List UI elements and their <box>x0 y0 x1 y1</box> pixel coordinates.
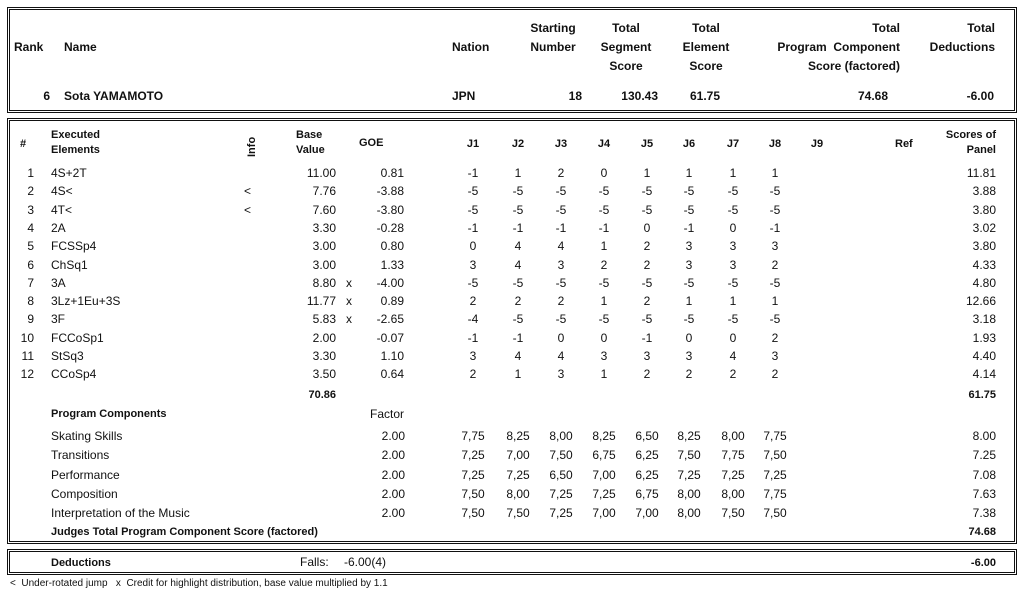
judge-mark-j4: 6,75 <box>592 448 616 463</box>
deductions-total: -6.00 <box>970 557 996 569</box>
skater-nation: JPN <box>452 89 476 103</box>
judge-mark-j3: 8,00 <box>549 429 573 443</box>
base-value-header <box>296 128 325 158</box>
judge-goe-j5: 2 <box>643 294 651 309</box>
judge-mark-j2: 7,25 <box>506 467 530 482</box>
component-name: Composition <box>51 486 118 501</box>
element-code: ChSq1 <box>51 257 88 272</box>
element-number: 12 <box>20 367 34 382</box>
judge-goe-j3: 3 <box>557 257 565 272</box>
component-name: Skating Skills <box>51 429 123 443</box>
judge-header-j8: J8 <box>768 138 782 150</box>
judge-mark-j2: 8,00 <box>506 486 530 501</box>
judge-goe-j2: -1 <box>512 330 524 345</box>
judge-goe-j3: 4 <box>557 239 565 254</box>
header-line: Element <box>682 40 730 54</box>
total-deductions-header <box>915 19 995 57</box>
component-panel-score: 8.00 <box>972 429 996 443</box>
element-base-value: 3.00 <box>312 257 336 272</box>
judge-mark-j8: 7,25 <box>763 467 787 482</box>
judge-goe-j3: -5 <box>555 202 567 217</box>
judge-goe-j4: 1 <box>600 367 608 382</box>
judge-goe-j8: 2 <box>771 257 779 272</box>
judge-mark-j2: 7,00 <box>506 448 530 463</box>
judge-mark-j6: 8,00 <box>677 506 701 521</box>
element-goe: 0.80 <box>380 239 404 254</box>
total-element-score-header <box>670 19 742 76</box>
judges-total-pcs-label: Judges Total Program Component Score (factored) <box>51 526 318 538</box>
judge-goe-j8: 2 <box>771 330 779 345</box>
judge-goe-j6: 3 <box>685 239 693 254</box>
header-line: Score <box>689 59 723 73</box>
element-bonus-mark: x <box>346 312 352 327</box>
element-code: CCoSp4 <box>51 367 97 382</box>
element-base-value: 3.30 <box>312 349 336 363</box>
judge-goe-j3: 0 <box>557 330 565 345</box>
element-code: FCCoSp1 <box>51 330 104 345</box>
footnote: < Under-rotated jump x Credit for highlight distribution, base value multiplied by 1.1 <box>10 578 388 589</box>
judge-goe-j8: -5 <box>769 202 781 217</box>
judge-goe-j2: -1 <box>512 220 524 235</box>
judge-goe-j7: -5 <box>727 184 739 199</box>
element-panel-score: 4.40 <box>972 349 996 363</box>
judge-goe-j1: 0 <box>469 239 477 254</box>
header-line: Total <box>967 21 995 35</box>
element-panel-score: 11.81 <box>966 166 996 180</box>
element-code: 4S+2T <box>51 166 87 180</box>
header-line: Starting <box>530 21 576 35</box>
judge-goe-j3: 4 <box>557 349 565 363</box>
judge-goe-j4: -5 <box>598 275 610 290</box>
element-code: 3Lz+1Eu+3S <box>51 294 121 309</box>
judge-goe-j4: 0 <box>600 166 608 180</box>
judge-mark-j7: 8,00 <box>721 486 745 501</box>
judge-goe-j2: 4 <box>514 349 522 363</box>
total-segment-score: 130.43 <box>621 89 658 103</box>
judge-goe-j5: 3 <box>643 349 651 363</box>
judge-mark-j1: 7,50 <box>461 486 485 501</box>
judge-mark-j7: 7,25 <box>721 467 745 482</box>
judge-header-j4: J4 <box>597 138 611 150</box>
element-panel-score: 3.88 <box>972 184 996 199</box>
judge-goe-j6: 0 <box>685 330 693 345</box>
judge-goe-j4: -1 <box>598 220 610 235</box>
element-goe: 0.64 <box>380 367 404 382</box>
element-panel-score: 3.80 <box>972 239 996 254</box>
judge-goe-j5: -5 <box>641 184 653 199</box>
judge-goe-j6: -5 <box>683 184 695 199</box>
judge-goe-j1: -4 <box>467 312 479 327</box>
element-goe: -3.80 <box>376 202 404 217</box>
element-base-value: 5.83 <box>312 312 336 327</box>
judge-mark-j7: 7,75 <box>721 448 745 463</box>
element-number: 11 <box>21 349 34 363</box>
header-line: Segment <box>600 40 652 54</box>
nation-header: Nation <box>452 40 490 54</box>
judge-goe-j2: -5 <box>512 312 524 327</box>
judge-goe-j7: 1 <box>729 294 737 309</box>
component-name: Interpretation of the Music <box>51 506 190 521</box>
judge-goe-j7: 0 <box>729 330 737 345</box>
component-name: Transitions <box>51 448 110 463</box>
element-number: 2 <box>27 184 34 199</box>
judge-goe-j7: 4 <box>729 349 737 363</box>
judge-mark-j2: 8,25 <box>506 429 530 443</box>
header-line: Value <box>296 144 325 156</box>
header-line: Scores of <box>945 129 996 141</box>
element-info: < <box>244 202 252 217</box>
element-base-value: 3.00 <box>312 239 336 254</box>
component-panel-score: 7.38 <box>972 506 996 521</box>
judge-header-j2: J2 <box>511 138 525 150</box>
judge-goe-j6: 3 <box>685 257 693 272</box>
total-pcs: 74.68 <box>857 89 888 103</box>
judge-goe-j6: 2 <box>685 367 693 382</box>
element-base-value: 7.76 <box>312 184 336 199</box>
element-goe: -0.28 <box>376 220 404 235</box>
element-number: 1 <box>27 166 34 180</box>
judge-mark-j8: 7,50 <box>763 448 787 463</box>
element-number: 10 <box>20 330 34 345</box>
judge-goe-j3: 3 <box>557 367 565 382</box>
info-header: Info <box>246 136 258 157</box>
component-factor: 2.00 <box>381 506 405 521</box>
judge-goe-j4: 2 <box>600 257 608 272</box>
total-deductions: -6.00 <box>966 89 994 103</box>
judge-mark-j1: 7,50 <box>461 506 485 521</box>
judge-goe-j3: -5 <box>555 275 567 290</box>
judge-mark-j6: 8,00 <box>677 486 701 501</box>
judge-goe-j6: -5 <box>683 275 695 290</box>
component-name: Performance <box>51 467 120 482</box>
component-panel-score: 7.63 <box>972 486 996 501</box>
total-segment-score-header <box>590 19 662 76</box>
element-goe: -0.07 <box>376 330 404 345</box>
element-panel-score: 3.18 <box>972 312 996 327</box>
element-base-value: 3.30 <box>312 220 336 235</box>
component-factor: 2.00 <box>381 486 405 501</box>
element-bonus-mark: x <box>346 294 352 309</box>
judge-goe-j7: 3 <box>729 257 737 272</box>
element-base-value: 11.77 <box>306 294 336 309</box>
element-info: < <box>244 184 252 199</box>
element-code: 4T< <box>51 202 73 217</box>
element-goe: 0.89 <box>380 294 404 309</box>
judge-header-j6: J6 <box>682 138 696 150</box>
judge-goe-j6: 3 <box>685 349 693 363</box>
element-number: 3 <box>27 202 34 217</box>
judge-goe-j1: -1 <box>467 220 479 235</box>
judge-goe-j4: 1 <box>600 239 608 254</box>
judge-goe-j5: -5 <box>641 202 653 217</box>
element-goe: -4.00 <box>376 275 404 290</box>
judge-goe-j8: 1 <box>771 294 779 309</box>
element-goe: -2.65 <box>376 312 404 327</box>
element-panel-score: 3.02 <box>972 220 996 235</box>
header-line: Deductions <box>929 40 995 54</box>
element-base-value: 11.00 <box>306 166 336 180</box>
judge-mark-j4: 7,00 <box>592 467 616 482</box>
judges-total-pcs: 74.68 <box>968 526 996 538</box>
judge-goe-j7: 2 <box>729 367 737 382</box>
judge-header-j9: J9 <box>810 138 824 150</box>
judge-goe-j1: -1 <box>467 166 479 180</box>
element-goe: 0.81 <box>380 166 404 180</box>
judge-goe-j4: -5 <box>598 312 610 327</box>
judge-goe-j8: 3 <box>771 349 779 363</box>
element-code: 2A <box>51 220 66 235</box>
judge-mark-j2: 7,50 <box>506 506 530 521</box>
judge-mark-j6: 7,25 <box>677 467 701 482</box>
judge-goe-j4: -5 <box>598 184 610 199</box>
judge-goe-j2: -5 <box>512 184 524 199</box>
judge-goe-j4: 0 <box>600 330 608 345</box>
judge-goe-j2: 4 <box>514 239 522 254</box>
judge-mark-j4: 7,00 <box>592 506 616 521</box>
element-panel-score: 4.80 <box>972 275 996 290</box>
header-line: Total <box>692 21 720 35</box>
total-element-score: 61.75 <box>689 89 720 103</box>
judge-goe-j6: 1 <box>685 166 693 180</box>
skater-name: Sota YAMAMOTO <box>64 89 164 103</box>
judge-mark-j7: 8,00 <box>721 429 745 443</box>
judge-goe-j5: -5 <box>641 312 653 327</box>
judge-goe-j7: -5 <box>727 202 739 217</box>
judge-goe-j1: -5 <box>467 202 479 217</box>
ref-header: Ref <box>895 138 913 150</box>
header-line: Base <box>296 129 323 141</box>
element-base-value: 8.80 <box>312 275 336 290</box>
judge-goe-j8: 1 <box>771 166 779 180</box>
judge-goe-j8: -5 <box>769 184 781 199</box>
element-code: 3A <box>51 275 66 290</box>
judge-goe-j3: -1 <box>555 220 567 235</box>
element-number: 7 <box>27 275 34 290</box>
name-header: Name <box>64 40 97 54</box>
element-panel-score: 12.66 <box>965 294 996 309</box>
header-line: Executed <box>51 129 100 141</box>
judge-goe-j5: 2 <box>643 239 651 254</box>
header-line: Total <box>872 21 900 35</box>
element-number: 8 <box>27 294 34 309</box>
scores-of-panel-header <box>926 128 996 158</box>
judge-mark-j8: 7,75 <box>763 429 787 443</box>
element-panel-score: 3.80 <box>972 202 996 217</box>
component-factor: 2.00 <box>381 448 405 463</box>
element-base-value: 2.00 <box>312 330 336 345</box>
judge-goe-j8: 3 <box>771 239 779 254</box>
judge-goe-j5: 2 <box>643 367 651 382</box>
judge-mark-j5: 7,00 <box>635 506 659 521</box>
judge-goe-j7: -5 <box>727 275 739 290</box>
judge-mark-j4: 8,25 <box>592 429 616 443</box>
judge-goe-j6: -1 <box>683 220 695 235</box>
element-panel-score: 4.33 <box>972 257 996 272</box>
deductions-box <box>7 549 1017 575</box>
element-number: 4 <box>27 220 34 235</box>
element-goe: 1.33 <box>380 257 404 272</box>
header-line: Elements <box>51 144 100 156</box>
judge-goe-j8: -1 <box>769 220 781 235</box>
judge-goe-j8: -5 <box>769 275 781 290</box>
rank-header: Rank <box>14 40 44 54</box>
element-base-value: 3.50 <box>312 367 336 382</box>
element-goe: 1.10 <box>380 349 404 363</box>
judge-mark-j5: 6,25 <box>635 448 659 463</box>
judge-goe-j6: -5 <box>683 202 695 217</box>
judge-mark-j5: 6,50 <box>635 429 659 443</box>
judge-goe-j4: -5 <box>598 202 610 217</box>
judge-goe-j6: 1 <box>685 294 693 309</box>
component-panel-score: 7.25 <box>972 448 996 463</box>
element-number: 9 <box>27 312 34 327</box>
judge-goe-j5: 2 <box>643 257 651 272</box>
judge-header-j5: J5 <box>640 138 654 150</box>
goe-header: GOE <box>359 137 384 149</box>
header-line: Program Component <box>777 40 900 54</box>
judge-goe-j7: -5 <box>727 312 739 327</box>
judge-goe-j8: -5 <box>769 312 781 327</box>
judge-goe-j4: 3 <box>600 349 608 363</box>
element-code: 4S< <box>51 184 73 199</box>
judge-mark-j6: 7,50 <box>677 448 701 463</box>
judge-mark-j7: 7,50 <box>721 506 745 521</box>
executed-elements-header <box>51 128 100 158</box>
judge-goe-j1: -1 <box>467 330 479 345</box>
judge-goe-j1: 2 <box>469 367 477 382</box>
judge-header-j1: J1 <box>466 138 480 150</box>
header-line: Panel <box>966 144 996 156</box>
judge-goe-j1: -5 <box>467 184 479 199</box>
falls-value: -6.00(4) <box>344 555 387 569</box>
judge-goe-j2: 1 <box>514 166 522 180</box>
judge-goe-j2: -5 <box>512 202 524 217</box>
element-goe: -3.88 <box>376 184 404 199</box>
component-factor: 2.00 <box>381 429 405 443</box>
judge-goe-j5: 0 <box>643 220 651 235</box>
judge-goe-j3: 2 <box>557 166 565 180</box>
header-line: Total <box>612 21 640 35</box>
falls-label: Falls: <box>300 555 329 569</box>
starting-number-header <box>513 19 593 57</box>
deductions-label: Deductions <box>51 557 111 569</box>
elements-panel-total: 61.75 <box>968 389 996 401</box>
element-code: FCSSp4 <box>51 239 97 254</box>
skater-rank: 6 <box>43 89 50 103</box>
judge-mark-j5: 6,25 <box>635 467 659 482</box>
element-number: 5 <box>27 239 34 254</box>
judge-goe-j1: 3 <box>469 257 477 272</box>
element-code: 3F <box>51 312 66 327</box>
judge-mark-j3: 7,50 <box>549 448 573 463</box>
judge-mark-j5: 6,75 <box>635 486 659 501</box>
component-factor: 2.00 <box>381 467 405 482</box>
judge-header-j7: J7 <box>726 138 740 150</box>
judge-mark-j3: 6,50 <box>549 467 573 482</box>
judge-mark-j1: 7,25 <box>461 467 485 482</box>
program-components-title: Program Components <box>51 408 167 420</box>
judge-goe-j2: -5 <box>512 275 524 290</box>
judge-goe-j5: -5 <box>641 275 653 290</box>
element-bonus-mark: x <box>346 275 352 290</box>
element-number: 6 <box>27 257 34 272</box>
judge-goe-j1: 2 <box>469 294 477 309</box>
header-line: Score (factored) <box>807 59 900 73</box>
judge-mark-j3: 7,25 <box>549 506 573 521</box>
judge-goe-j5: -1 <box>641 330 653 345</box>
judge-goe-j5: 1 <box>643 166 651 180</box>
element-panel-score: 4.14 <box>972 367 996 382</box>
judge-mark-j1: 7,25 <box>461 448 485 463</box>
judge-goe-j2: 1 <box>514 367 522 382</box>
judge-goe-j6: -5 <box>683 312 695 327</box>
element-code: StSq3 <box>51 349 84 363</box>
judge-goe-j2: 4 <box>514 257 522 272</box>
num-header: # <box>20 138 27 150</box>
judge-mark-j6: 8,25 <box>677 429 701 443</box>
factor-header: Factor <box>370 407 405 421</box>
judge-goe-j7: 0 <box>729 220 737 235</box>
element-base-value: 7.60 <box>312 202 336 217</box>
judge-mark-j8: 7,75 <box>763 486 787 501</box>
judge-mark-j4: 7,25 <box>592 486 616 501</box>
judge-goe-j1: -5 <box>467 275 479 290</box>
judge-mark-j1: 7,75 <box>461 429 485 443</box>
judge-mark-j3: 7,25 <box>549 486 573 501</box>
component-panel-score: 7.08 <box>972 467 996 482</box>
judge-goe-j2: 2 <box>514 294 522 309</box>
judge-goe-j4: 1 <box>600 294 608 309</box>
judge-header-j3: J3 <box>554 138 568 150</box>
judge-goe-j3: -5 <box>555 184 567 199</box>
judge-goe-j3: -5 <box>555 312 567 327</box>
judge-goe-j3: 2 <box>557 294 565 309</box>
base-value-total: 70.86 <box>308 389 336 401</box>
judge-mark-j8: 7,50 <box>763 506 787 521</box>
starting-number: 18 <box>568 89 582 103</box>
total-pcs-header <box>740 19 900 76</box>
judge-goe-j7: 3 <box>729 239 737 254</box>
header-line: Score <box>609 59 643 73</box>
judge-goe-j8: 2 <box>771 367 779 382</box>
judge-goe-j1: 3 <box>469 349 477 363</box>
judge-goe-j7: 1 <box>729 166 737 180</box>
header-line: Number <box>530 40 576 54</box>
element-panel-score: 1.93 <box>972 330 996 345</box>
